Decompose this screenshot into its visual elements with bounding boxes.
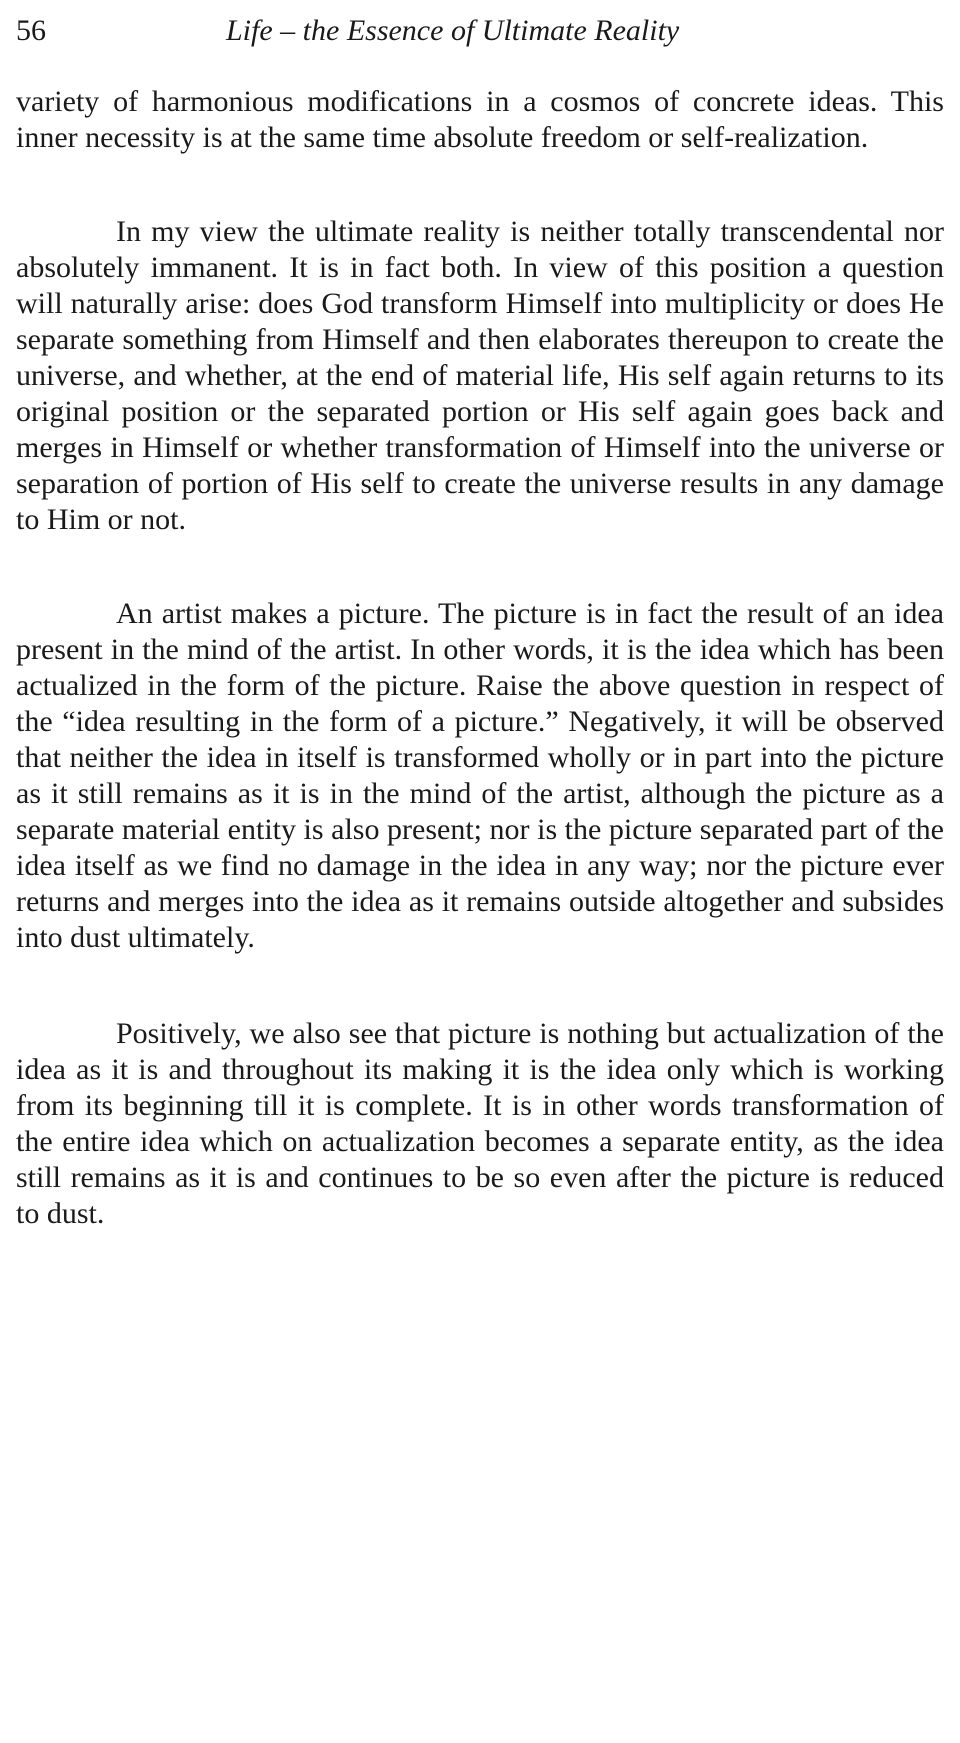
paragraph-artist-picture: An artist makes a picture. The picture is in fact the result of an idea present in the mind of the artist. In other words, it is the idea which has been actualized in the form of the picture. Raise the above question in respect of the “idea resulting in the form of a picture.” Negatively, it will be observed that neither the idea in itself is transformed wholly or in part into the picture as it still remains as it is in the mind of the artist, although the picture as a separate material entity is also present; nor is the picture separated part of the idea itself as we find no damage in the idea in any way; nor the picture ever returns and merges into the idea as it remains outside altogether and subsides into dust ultimately. (16, 597, 944, 954)
paragraph-positively: Positively, we also see that picture is nothing but actualization of the idea as it is and throughout its making it is the idea only which is working from its beginning till it is complete. It is in other words transformation of the entire idea which on actualization becomes a separate entity, as the idea still remains as it is and continues to be so even after the picture is reduced to dust. (16, 1017, 944, 1230)
paragraph-ultimate-reality: In my view the ultimate reality is neither totally transcendental nor absolutely immanent. It is in fact both. In view of this position a question will naturally arise: does God transform Himself into multiplicity or does He separate something from Himself and then elaborates thereupon to create the universe, and whether, at the end of material life, His self again returns to its original position or the separated portion or His self again goes back and merges in Himself or whether transformation of Himself into the universe or separation of portion of His self to create the universe results in any damage to Him or not. (16, 215, 944, 536)
running-head (16, 0, 944, 62)
paragraph-continued: variety of harmonious modifications in a cosmos of concrete ideas. This inner necessity is at the same time absolute freedom or self-realization. (16, 85, 944, 154)
book-page (16, 0, 944, 1232)
running-title: Life – the Essence of Ultimate Reality (226, 14, 680, 47)
page-number: 56 (16, 14, 46, 47)
